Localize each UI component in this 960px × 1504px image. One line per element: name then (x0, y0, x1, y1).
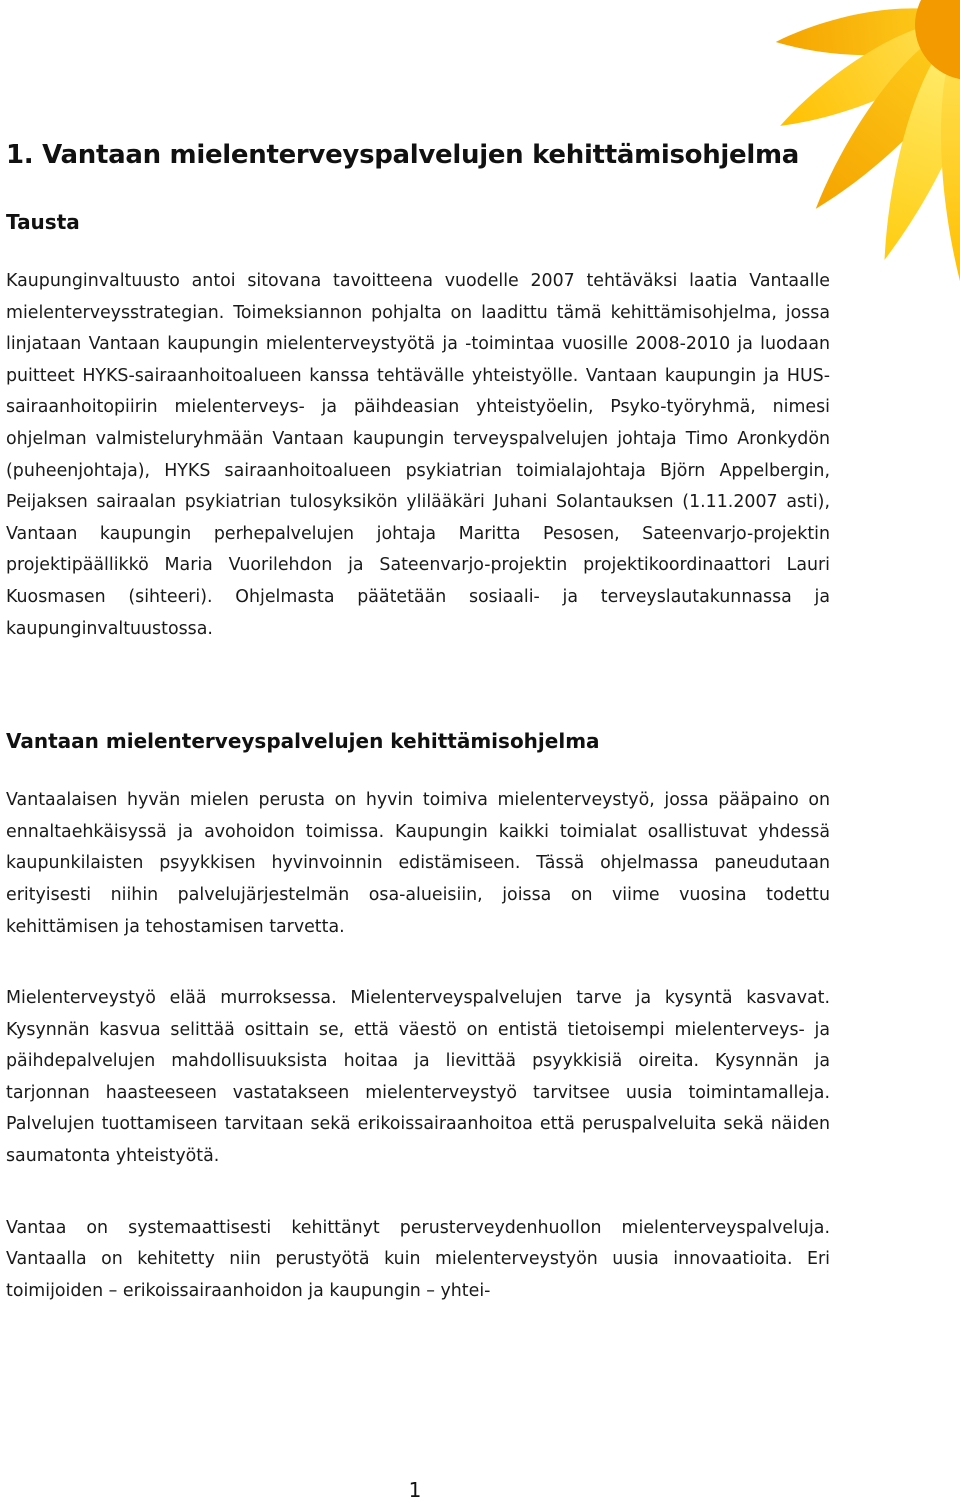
paragraph: Vantaalaisen hyvän mielen perusta on hyvin toimiva mielenterveystyö, jossa pääpaino on ennaltaehkäisyssä ja avohoidon toimissa. Kaupungin kaikki toimialat osallistuvat yhdessä kaupunkilaisten psyykkisen hyvinvoinnin edistämiseen. Tässä ohjelmassa paneudutaan erityisesti niihin palvelujärjestelmän osa-alueisiin, joissa on viime vuosina todettu kehittämisen ja tehostamisen tarvetta. (6, 790, 830, 937)
paragraph: Mielenterveystyö elää murroksessa. Mielenterveyspalvelujen tarve ja kysyntä kasvavat. Kysynnän kasvua selittää osittain se, että väestö on entistä tietoisempi mielenterveys- ja päihdepalvelujen mahdollisuuksista hoitaa ja lievittää psyykkisiä oireita. Kysynnän ja tarjonnan haasteeseen vastatakseen mielenterveystyö tarvitsee uusia toimintamalleja. Palvelujen tuottamiseen tarvitaan sekä erikoissairaanhoitoa että peruspalveluita sekä näiden saumatonta yhteistyötä. (6, 988, 830, 1167)
document-body (6, 140, 830, 1307)
section-heading-kehittamisohjelma: Vantaan mielenterveyspalvelujen kehittämisohjelma (6, 729, 600, 754)
paragraph: Vantaa on systemaattisesti kehittänyt perusterveydenhuollon mielenterveyspalveluja. Vantaalla on kehitetty niin perustyötä kuin mielenterveystyön uusia innovaatioita. Eri toimijoiden – erikoissairaanhoidon ja kaupungin – yhtei- (6, 1217, 830, 1301)
chapter-title: 1. Vantaan mielenterveyspalvelujen kehittämisohjelma (6, 140, 800, 170)
paragraph: Kaupunginvaltuusto antoi sitovana tavoitteena vuodelle 2007 tehtäväksi laatia Vantaalle mielenterveysstrategian. Toimeksiannon pohjalta on laadittu tämä kehittämisohjelma, jossa linjataan Vantaan kaupungin mielenterveystyötä ja -toimintaa vuosille 2008-2010 ja luodaan puitteet HYKS-sairaanhoitoalueen kanssa tehtävälle yhteistyölle. Vantaan kaupungin ja HUS-sairaanhoitopiirin mielenterveys- ja päihdeasian yhteistyöelin, Psyko-työryhmä, nimesi ohjelman valmisteluryhmään Vantaan kaupungin terveyspalvelujen johtaja Timo Aronkydön (puheenjohtaja), HYKS sairaanhoitoalueen psykiatrian toimialajohtaja Björn Appelbergin, Peijaksen sairaalan psykiatrian tulosyksikön ylilääkäri Juhani Solantauksen (1.11.2007 asti), Vantaan kaupungin perhepalvelujen johtaja Maritta Pesosen, Sateenvarjo-projektin projektipäällikkö Maria Vuorilehdon ja Sateenvarjo-projektin projektikoordinaattori Lauri Kuosmasen (sihteeri). Ohjelmasta päätetään sosiaali- ja terveyslautakunnassa ja kaupunginvaltuustossa. (6, 271, 830, 639)
section-heading-tausta: Tausta (6, 210, 80, 234)
page-number: 1 (408, 1478, 422, 1502)
